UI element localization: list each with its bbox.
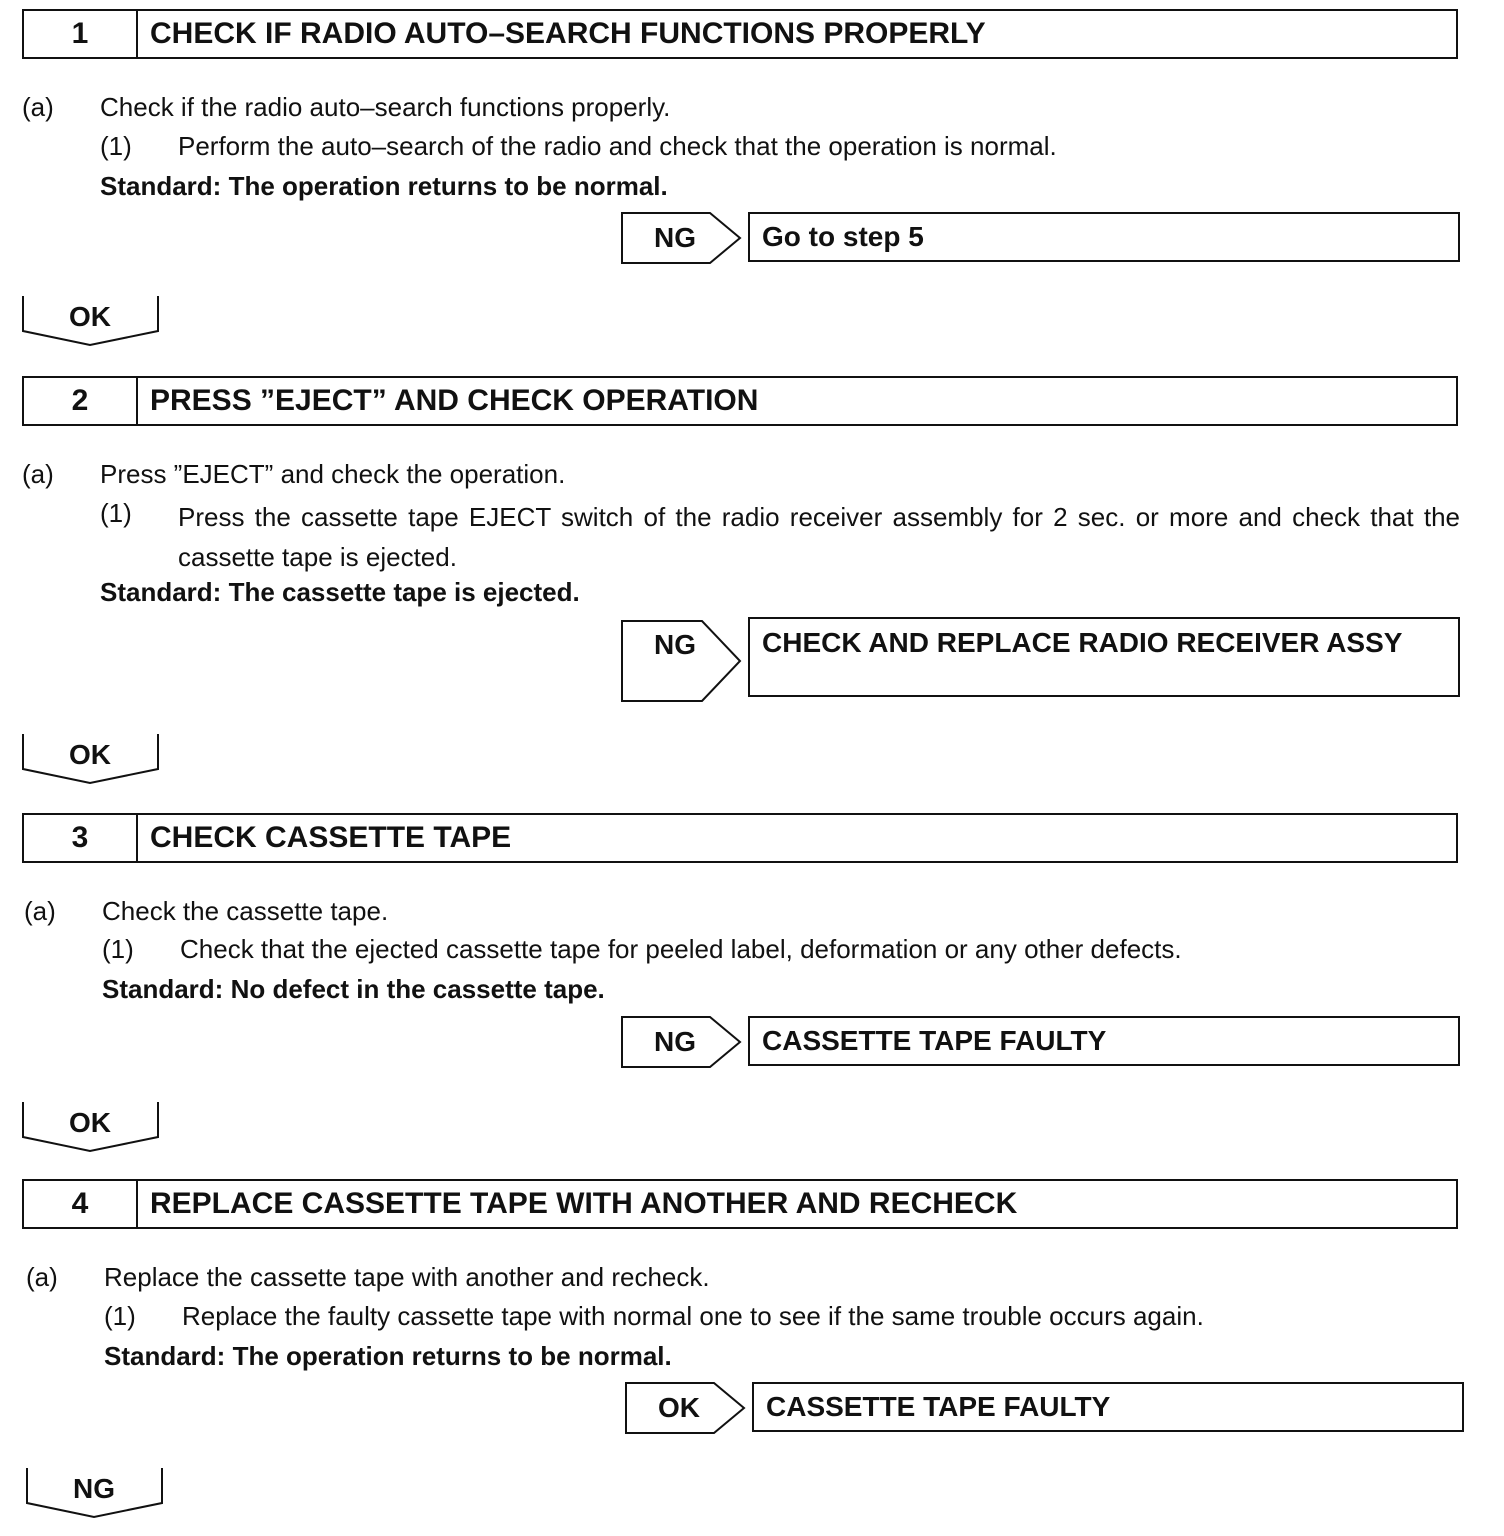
standard-text: Standard: The operation returns to be normal. [100, 171, 668, 201]
item-a-marker: (a) [26, 1262, 58, 1292]
standard-text: Standard: No defect in the cassette tape. [102, 974, 605, 1004]
item-a-text: Check if the radio auto–search functions properly. [100, 92, 671, 122]
sub-item-marker: (1) [102, 934, 134, 964]
step-1 [0, 0, 1504, 366]
step-number: 3 [24, 815, 138, 861]
sub-item-marker: (1) [100, 131, 132, 161]
step-title: PRESS ”EJECT” AND CHECK OPERATION [150, 384, 759, 417]
step-3 [0, 804, 1504, 1170]
branch-result-box: Go to step 5 [748, 212, 1460, 262]
step-number: 1 [24, 11, 138, 57]
step-title: CHECK CASSETTE TAPE [150, 821, 512, 854]
step-4 [0, 1170, 1504, 1536]
sub-item-text: Perform the auto–search of the radio and check that the operation is normal. [178, 131, 1057, 161]
next-label: OK [69, 739, 111, 770]
sub-item-marker: (1) [100, 498, 132, 528]
sub-item-text: Press the cassette tape EJECT switch of the radio receiver assembly for 2 sec. or more and check that the cassette tape is ejected. [178, 502, 1460, 572]
step-header [22, 376, 1458, 426]
ng-branch-arrow [620, 1015, 746, 1069]
next-label: OK [69, 1107, 111, 1138]
branch-result-box: CASSETTE TAPE FAULTY [748, 1016, 1460, 1066]
standard-text: Standard: The operation returns to be normal. [104, 1341, 672, 1371]
sub-item-text: Check that the ejected cassette tape for peeled label, deformation or any other defects. [180, 934, 1182, 964]
ok-down-tab [22, 733, 160, 785]
branch-result-box [748, 617, 1460, 697]
step-2 [0, 367, 1504, 770]
branch-label: NG [654, 222, 696, 253]
branch-label: NG [654, 629, 696, 660]
sub-item-text: Replace the faulty cassette tape with normal one to see if the same trouble occurs again. [182, 1301, 1204, 1331]
ng-branch-arrow [620, 211, 746, 265]
branch-label: OK [658, 1392, 700, 1423]
step-header [22, 1179, 1458, 1229]
ok-branch-arrow [624, 1381, 750, 1435]
step-header [22, 9, 1458, 59]
item-a-text: Check the cassette tape. [102, 896, 389, 926]
next-label: OK [69, 301, 111, 332]
branch-label: NG [654, 1026, 696, 1057]
ok-down-tab [22, 1101, 160, 1153]
step-title: CHECK IF RADIO AUTO–SEARCH FUNCTIONS PROPERLY [150, 17, 986, 50]
step-title: REPLACE CASSETTE TAPE WITH ANOTHER AND RECHECK [150, 1187, 1018, 1220]
item-a-text: Replace the cassette tape with another and recheck. [104, 1262, 710, 1292]
sub-item-marker: (1) [104, 1301, 136, 1331]
item-a-marker: (a) [24, 896, 56, 926]
standard-text: Standard: The cassette tape is ejected. [100, 577, 580, 607]
item-a-text: Press ”EJECT” and check the operation. [100, 459, 566, 489]
ok-down-tab [22, 295, 160, 347]
branch-result-box: CASSETTE TAPE FAULTY [752, 1382, 1464, 1432]
step-header [22, 813, 1458, 863]
item-a-marker: (a) [22, 459, 54, 489]
next-label: NG [73, 1473, 115, 1504]
branch-result-text: CHECK AND REPLACE RADIO RECEIVER ASSY [762, 627, 1403, 658]
step-number: 2 [24, 378, 138, 424]
ng-branch-arrow [620, 619, 746, 703]
item-a-marker: (a) [22, 92, 54, 122]
step-number: 4 [24, 1181, 138, 1227]
ng-down-tab [26, 1467, 164, 1519]
